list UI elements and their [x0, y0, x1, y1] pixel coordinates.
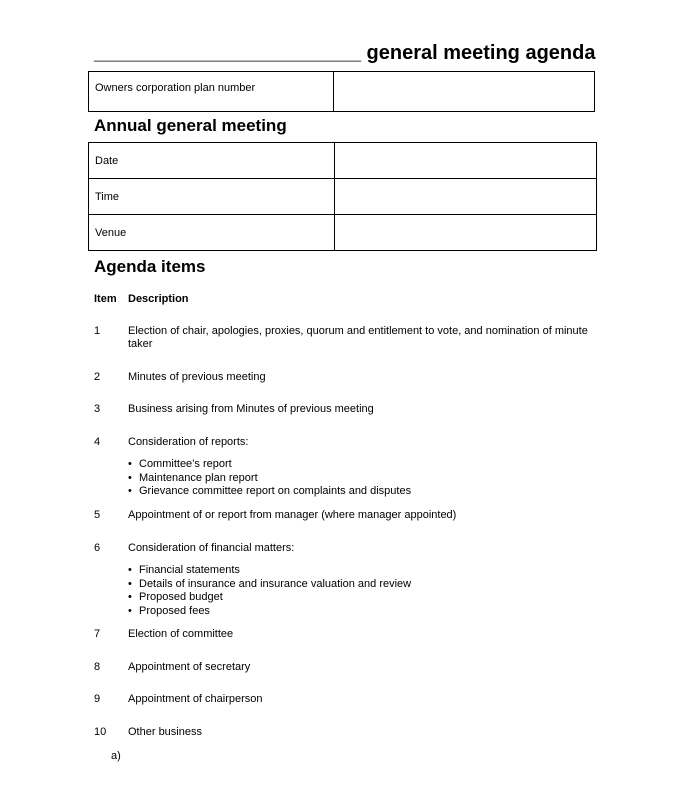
- sub-item-label: a): [111, 750, 121, 762]
- document-title: ________________________ general meeting agenda: [94, 42, 596, 64]
- time-value[interactable]: [335, 179, 597, 215]
- agenda-item-text: Appointment of or report from manager (where manager appointed): [128, 509, 457, 521]
- agenda-item-number: 5: [94, 509, 101, 521]
- agenda-item-text: Election of chair, apologies, proxies, quorum and entitlement to vote, and nomination of minute taker: [128, 325, 588, 350]
- owners-plan-value[interactable]: [334, 72, 595, 112]
- date-value[interactable]: [335, 143, 597, 179]
- owners-plan-label: Owners corporation plan number: [89, 72, 334, 112]
- agenda-item-text: Election of committee: [128, 628, 234, 640]
- table-row: [89, 143, 597, 179]
- venue-label: Venue: [89, 215, 335, 251]
- agenda-item-number: 3: [94, 403, 101, 415]
- agenda-item-text: Appointment of chairperson: [128, 693, 263, 705]
- list-item: • Proposed budget: [128, 591, 411, 605]
- agenda-item-number: 9: [94, 693, 101, 705]
- agenda-item-number: 2: [94, 371, 101, 383]
- agenda-item-number: 4: [94, 436, 101, 448]
- owners-row: [89, 72, 595, 112]
- agenda-item-number: 1: [94, 325, 101, 337]
- item-column-header: Item: [94, 293, 117, 305]
- agenda-item-number: 8: [94, 661, 101, 673]
- agenda-item-text: Minutes of previous meeting: [128, 371, 266, 383]
- agenda-item-number: 7: [94, 628, 101, 640]
- list-item: • Committee’s report: [128, 458, 411, 472]
- list-item: • Maintenance plan report: [128, 472, 411, 486]
- agenda-heading: Agenda items: [94, 257, 206, 276]
- owners-corporation-table: [88, 71, 595, 112]
- table-row: [89, 179, 597, 215]
- venue-value[interactable]: [335, 215, 597, 251]
- annual-meeting-heading: Annual general meeting: [94, 116, 287, 135]
- list-item: • Proposed fees: [128, 605, 411, 619]
- description-column-header: Description: [128, 293, 189, 305]
- agenda-item-number: 6: [94, 542, 101, 554]
- agenda-item-text: Business arising from Minutes of previous meeting: [128, 403, 374, 415]
- agenda-item-text: Consideration of reports:: [128, 436, 249, 448]
- list-item: • Financial statements: [128, 564, 411, 578]
- reports-bullet-list: [128, 458, 411, 499]
- time-label: Time: [89, 179, 335, 215]
- agenda-item-text: Appointment of secretary: [128, 661, 251, 673]
- agenda-item-number: 10: [94, 726, 107, 738]
- agenda-item-text: Consideration of financial matters:: [128, 542, 295, 554]
- list-item: • Details of insurance and insurance valuation and review: [128, 578, 411, 592]
- meeting-details-table: [88, 142, 597, 251]
- financial-bullet-list: [128, 564, 411, 618]
- agenda-item-text: Other business: [128, 726, 202, 738]
- date-label: Date: [89, 143, 335, 179]
- table-row: [89, 215, 597, 251]
- list-item: • Grievance committee report on complaints and disputes: [128, 485, 411, 499]
